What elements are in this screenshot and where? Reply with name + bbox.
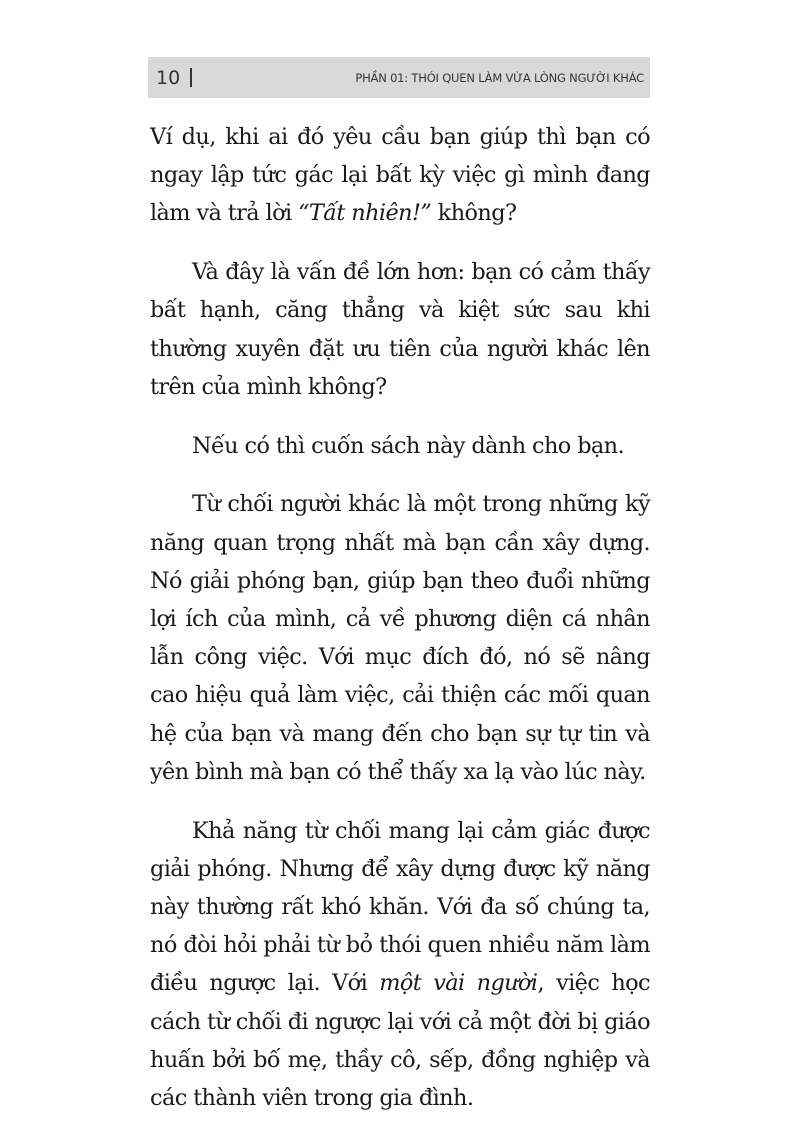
page-number: 10	[156, 66, 181, 89]
paragraph-2: Và đây là vấn đề lớn hơn: bạn có cảm thấy bất hạnh, căng thẳng và kiệt sức sau khi thường xuyên đặt ưu tiên của người khác lên trên của mình không?	[150, 259, 650, 400]
paragraph-1-quote: “Tất nhiên!”	[298, 200, 432, 227]
running-header	[148, 57, 650, 98]
paragraph-4: Từ chối người khác là một trong những kỹ năng quan trọng nhất mà bạn cần xây dựng. Nó giải phóng bạn, giúp bạn theo đuổi những lợi ích của mình, cả về phương diện cá nhân lẫn công việc. Với mục đích đó, nó sẽ nâng cao hiệu quả làm việc, cải thiện các mối quan hệ của bạn và mang đến cho bạn sự tự tin và yên bình mà bạn có thể thấy xa lạ vào lúc này.	[150, 491, 650, 785]
paragraph-5-text: Khả năng từ chối mang lại cảm giác được giải phóng. Nhưng để xây dựng được kỹ năng này thường rất khó khăn. Với đa số chúng ta, nó đòi hỏi phải từ bỏ thói quen nhiều năm làm điều ngược lại. Với	[150, 817, 650, 997]
paragraph-3: Nếu có thì cuốn sách này dành cho bạn.	[192, 432, 625, 459]
paragraph-1	[150, 118, 650, 233]
section-title: PHẦN 01: THÓI QUEN LÀM VỪA LÒNG NGƯỜI KHÁC	[355, 70, 644, 85]
header-divider	[190, 68, 192, 87]
page-body	[150, 118, 650, 1138]
paragraph-1-tail: không?	[431, 200, 517, 227]
paragraph-5	[150, 812, 650, 1118]
paragraph-5-emphasis: một vài người	[379, 970, 538, 997]
paragraph-5-tail: , việc học cách từ chối đi ngược lại với cả một đời bị giáo huấn bởi bố mẹ, thầy cô, sếp, đồng nghiệp và các thành viên trong gia đình.	[150, 970, 650, 1112]
paragraph-1-text: Ví dụ, khi ai đó yêu cầu bạn giúp thì bạn có ngay lập tức gác lại bất kỳ việc gì mình đang làm và trả lời	[150, 124, 650, 227]
